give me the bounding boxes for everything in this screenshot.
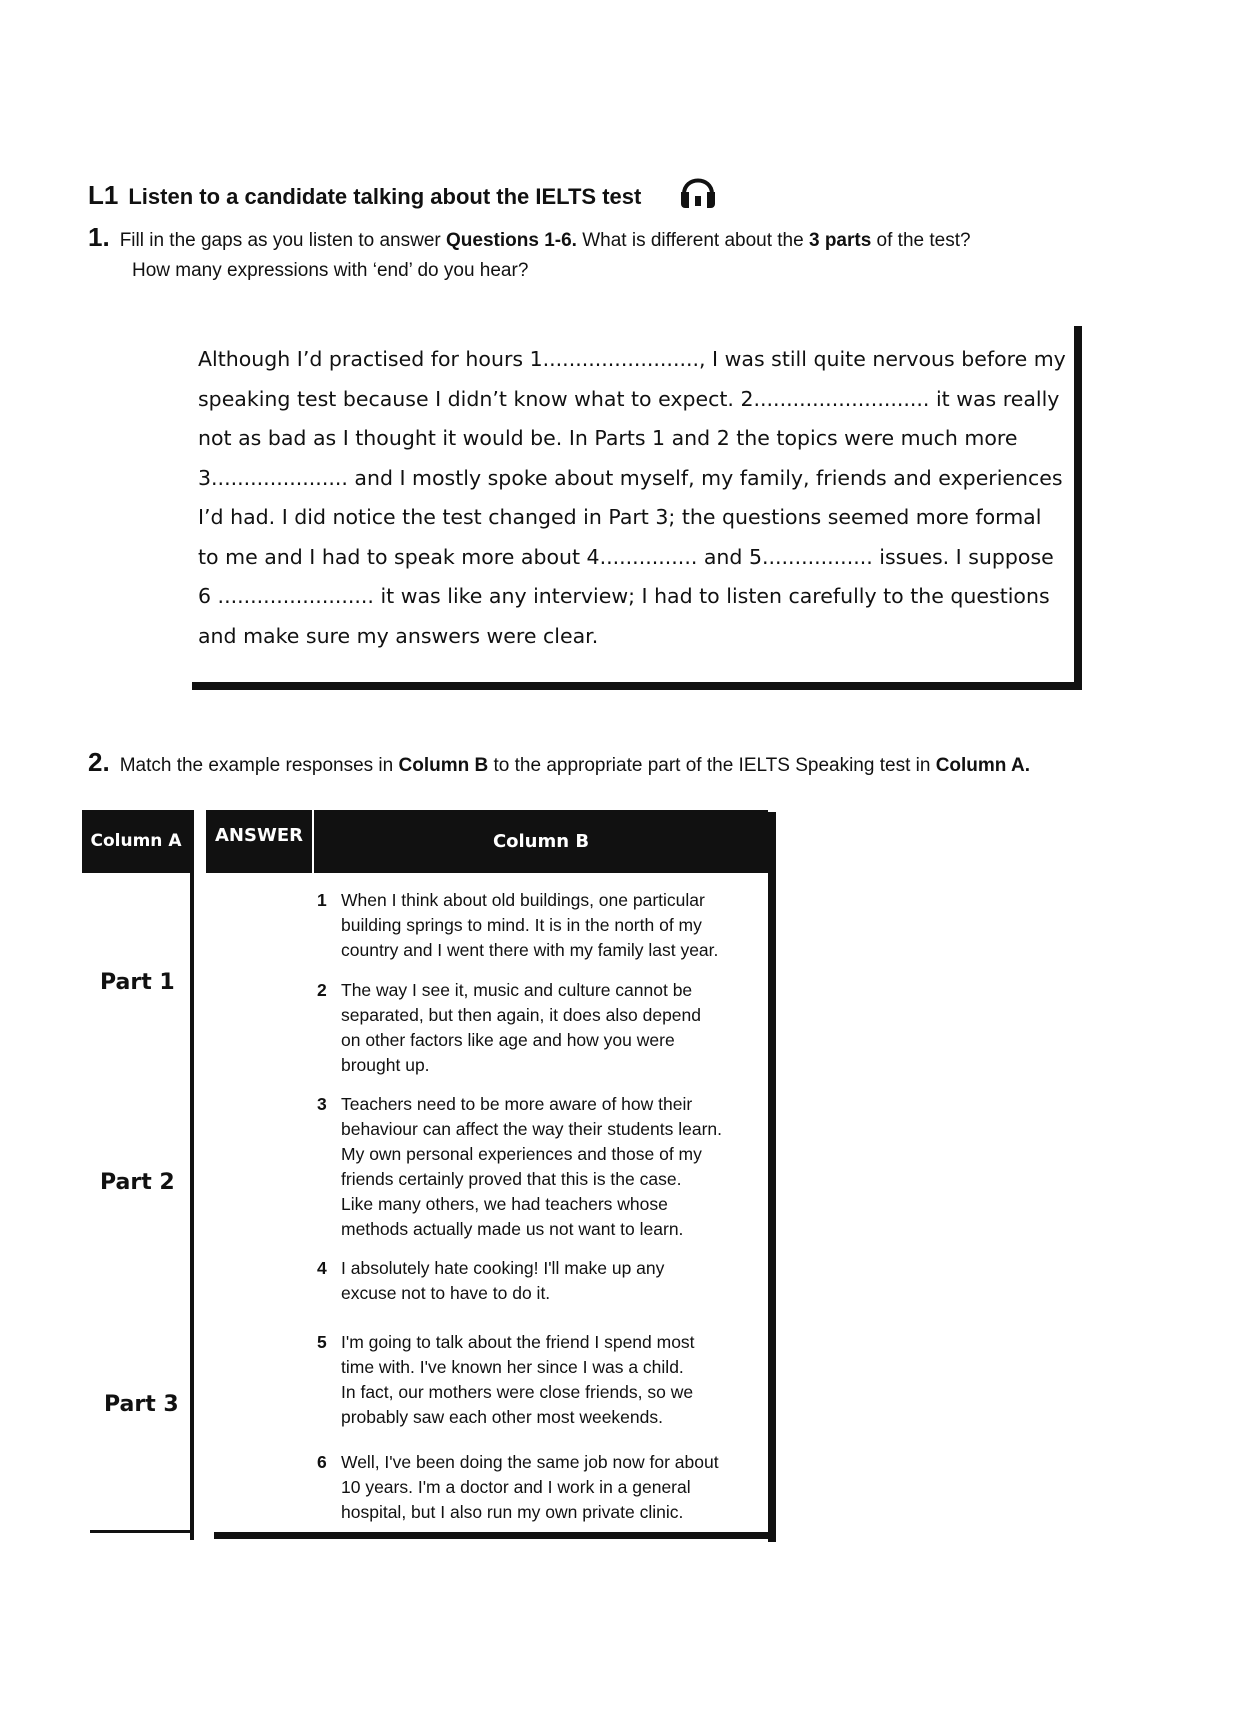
response-line: brought up. [341,1055,430,1075]
response-number: 1 [317,890,327,910]
response-line: 10 years. I'm a doctor and I work in a general [341,1477,691,1497]
gap-fill-passage [198,340,1066,656]
part-2-label: Part 2 [100,1170,175,1195]
column-b-right-border [768,812,776,1542]
question-2 [88,747,1030,778]
question-1-number: 1. [88,222,110,252]
question-1-bold-questions: Questions 1-6. [446,230,577,251]
passage-box-bottom-border [192,682,1082,690]
response-line: Teachers need to be more aware of how their [341,1094,693,1114]
response-line: methods actually made us not want to learn. [341,1219,684,1239]
response-line: friends certainly proved that this is the case. [341,1169,682,1189]
question-1-line-2: How many expressions with ‘end’ do you hear? [132,260,529,281]
passage-line: not as bad as I thought it would be. In Parts 1 and 2 the topics were much more [198,426,1018,450]
response-line: I'm going to talk about the friend I spend most [341,1332,695,1352]
passage-line: speaking test because I didn’t know what to expect. 2........................... it was really [198,386,1060,411]
passage-line: and make sure my answers were clear. [198,623,599,648]
response-line: excuse not to have to do it. [341,1283,551,1303]
section-heading [88,180,641,211]
response-line: I absolutely hate cooking! I'll make up any [341,1258,665,1278]
response-number: 2 [317,980,327,1000]
question-2-bold-column-a: Column A. [935,755,1030,776]
response-line: Well, I've been doing the same job now for about [341,1452,719,1472]
response-line: Like many others, we had teachers whose [341,1194,668,1214]
response-line: behaviour can affect the way their students learn. [341,1119,723,1139]
question-1-bold-parts: 3 parts [808,230,872,251]
response-line: separated, but then again, it does also depend [341,1005,701,1025]
passage-line: I’d had. I did notice the test changed in Part 3; the questions seemed more formal [198,505,1042,529]
passage-box-right-border [1074,326,1082,688]
section-title: Listen to a candidate talking about the IELTS test [128,184,642,209]
headphones-icon [678,168,718,210]
response-line: My own personal experiences and those of my [341,1144,702,1164]
column-a-bottom-border [90,1530,192,1533]
column-b-header: Column B [314,810,768,873]
response-number: 3 [317,1094,327,1114]
question-2-number: 2. [88,747,110,777]
response-line: building springs to mind. It is in the north of my [341,915,702,935]
passage-line: 6 ........................ it was like any interview; I had to listen carefully to the questions [198,584,1050,608]
passage-line: to me and I had to speak more about 4............... and 5................. issues. I suppose [198,544,1054,569]
response-line: country and I went there with my family last year. [341,940,719,960]
column-a-divider [190,810,194,1540]
part-1-label: Part 1 [100,970,175,995]
section-code: L1 [88,180,119,210]
response-line: time with. I've known her since I was a child. [341,1357,684,1377]
question-2-text-cont: to the appropriate part of the IELTS Speaking test in [488,755,936,776]
response-line: In fact, our mothers were close friends, so we [341,1382,694,1402]
response-line: When I think about old buildings, one particular [341,890,705,910]
part-3-label: Part 3 [104,1392,179,1417]
answer-header: ANSWER [206,810,312,873]
response-number: 5 [317,1332,327,1352]
passage-line: Although I’d practised for hours 1........................, I was still quite nervous before my [198,347,1066,371]
column-b-bottom-border [214,1532,776,1539]
response-line: The way I see it, music and culture cannot be [341,980,693,1000]
response-line: on other factors like age and how you were [341,1030,675,1050]
passage-line: 3..................... and I mostly spoke about myself, my family, friends and experiences [198,465,1063,490]
response-line: probably saw each other most weekends. [341,1407,663,1427]
question-2-text: Match the example responses in [119,755,399,776]
question-1 [88,222,971,253]
response-number: 6 [317,1452,327,1472]
question-1-text: Fill in the gaps as you listen to answer [119,230,447,251]
question-1-text-end: of the test? [871,230,971,251]
response-number: 4 [317,1258,327,1278]
column-a-header: Column A [82,810,190,873]
response-line: hospital, but I also run my own private clinic. [341,1502,684,1522]
question-1-text-cont: What is different about the [576,230,809,251]
question-2-bold-column-b: Column B [398,755,489,776]
